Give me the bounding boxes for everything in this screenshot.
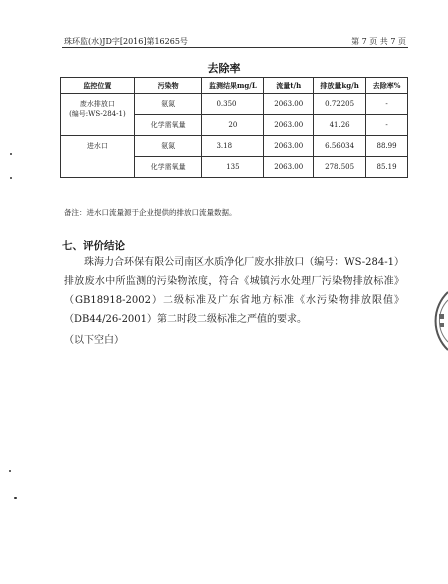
col-header-pollutant: 污染物 [134, 78, 202, 94]
location-cell: 进水口 [61, 136, 135, 178]
page-indicator: 第 7 页 共 7 页 [351, 37, 406, 46]
removal-cell: 85.19 [366, 157, 408, 178]
pollutant-cell: 氨氮 [134, 136, 202, 157]
emission-cell: 41.26 [314, 115, 366, 136]
pollutant-cell: 氨氮 [134, 94, 202, 115]
section-title: 七、评价结论 [62, 240, 125, 252]
table-row [61, 94, 408, 115]
result-cell: 135 [202, 157, 264, 178]
table-title: 去除率 [207, 62, 241, 75]
report-number: 珠环监(水)JD字[2016]第16265号 [64, 37, 188, 46]
removal-rate-table [60, 77, 408, 178]
flow-cell: 2063.00 [264, 115, 314, 136]
col-header-removal: 去除率% [366, 78, 408, 94]
flow-cell: 2063.00 [264, 136, 314, 157]
col-header-result: 监测结果mg/L [202, 78, 264, 94]
conclusion-text: 珠海力合环保有限公司南区水质净化厂废水排放口（编号：WS-284-1）排放废水中所监测的污染物浓度，符合《城镇污水处理厂污染物排放标准》（GB18918-2002）二级标准及广东省地方标准《水污染物排放限值》（DB44/26-2001）第二时段二级标准之严值的要求。 [64, 257, 404, 325]
emission-cell: 278.505 [314, 157, 366, 178]
scan-mark [14, 497, 17, 499]
col-header-location: 监控位置 [61, 78, 135, 94]
col-header-emission: 排放量kg/h [314, 78, 366, 94]
result-cell: 0.350 [202, 94, 264, 115]
scan-mark [10, 177, 12, 179]
table-row [61, 136, 408, 157]
result-cell: 20 [202, 115, 264, 136]
blank-below-note: （以下空白） [64, 335, 124, 346]
removal-cell: 88.99 [366, 136, 408, 157]
pollutant-cell: 化学需氧量 [134, 115, 202, 136]
removal-cell: - [366, 115, 408, 136]
conclusion-paragraph [64, 253, 404, 329]
col-header-flow: 流量t/h [264, 78, 314, 94]
result-cell: 3.18 [202, 136, 264, 157]
table-header-row [61, 78, 408, 94]
removal-cell: - [366, 94, 408, 115]
flow-cell: 2063.00 [264, 94, 314, 115]
scan-mark [9, 470, 11, 472]
emission-cell: 0.72205 [314, 94, 366, 115]
header-rule [62, 47, 408, 48]
flow-cell: 2063.00 [264, 157, 314, 178]
location-cell: 废水排放口 (编号:WS-284-1) [61, 94, 135, 136]
emission-cell: 6.56034 [314, 136, 366, 157]
pollutant-cell: 化学需氧量 [134, 157, 202, 178]
scan-mark [10, 153, 12, 155]
table-note: 备注：进水口流量源于企业提供的排放口流量数据。 [64, 208, 237, 217]
seal-stamp-fragment [430, 290, 448, 352]
